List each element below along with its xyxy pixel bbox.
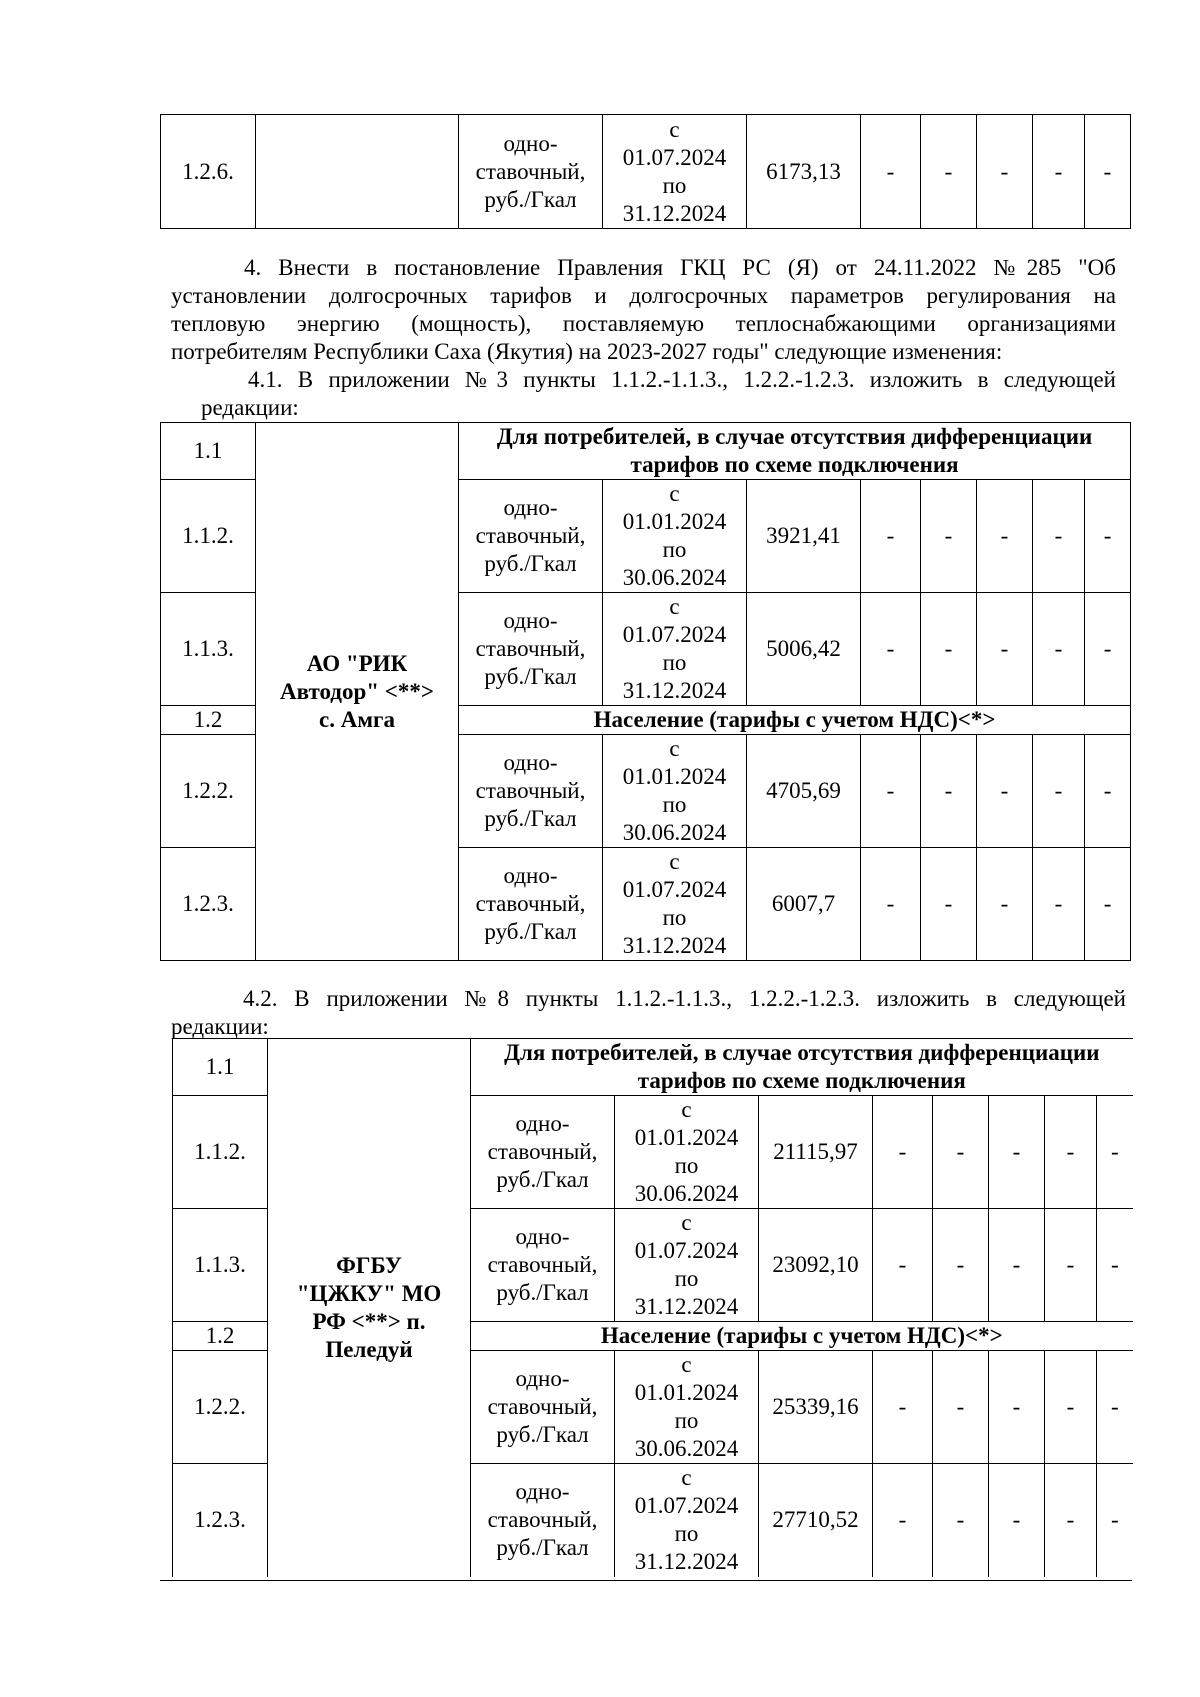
rate-type: одно- ставочный, руб./Гкал	[459, 593, 603, 706]
dash-cell: -	[873, 1351, 933, 1464]
dash-cell: -	[989, 1351, 1045, 1464]
group-title: Для потребителей, в случае отсутствия дифференциации тарифов по схеме подключения	[471, 1039, 1133, 1096]
dash-cell: -	[977, 480, 1033, 593]
rate-type: одно- ставочный, руб./Гкал	[471, 1351, 615, 1464]
group-title: Население (тарифы с учетом НДС)<*>	[459, 706, 1131, 735]
paragraph-4-1-line: редакции:	[201, 395, 299, 420]
dash-cell: -	[861, 593, 921, 706]
dash-cell: -	[933, 1464, 989, 1577]
tariff-table-peleduy	[172, 1038, 1133, 1577]
dash-cell: -	[1085, 735, 1131, 848]
rate-type: одно- ставочный, руб./Гкал	[471, 1209, 615, 1322]
dash-cell: -	[977, 593, 1033, 706]
dash-cell: -	[1097, 1209, 1133, 1322]
rate-type: одно- ставочный, руб./Гкал	[459, 735, 603, 848]
paragraph-4-2-line: 4.2. В приложении №8 пункты 1.1.2.-1.1.3., 1.2.2.-1.2.3. изложить в следующей	[243, 986, 1126, 1011]
dash-cell: -	[1045, 1351, 1097, 1464]
dash-cell: -	[1033, 480, 1085, 593]
period: с 01.07.2024 по 31.12.2024	[615, 1209, 759, 1322]
paragraph-4-2-line: редакции:	[171, 1014, 269, 1039]
dash-cell: -	[1033, 735, 1085, 848]
period: с 01.07.2024 по 31.12.2024	[615, 1464, 759, 1577]
dash-cell: -	[977, 848, 1033, 961]
tariff-value: 3921,41	[747, 480, 861, 593]
dash-cell: -	[1085, 480, 1131, 593]
period: с 01.07.2024 по 31.12.2024	[603, 593, 747, 706]
dash-cell: -	[873, 1096, 933, 1209]
dash-cell: -	[861, 848, 921, 961]
dash-cell: -	[1033, 593, 1085, 706]
paragraph-4-line: потребителям Республики Саха (Якутия) на 2023-2027 годы" следующие изменения:	[171, 339, 1003, 364]
dash-cell: -	[933, 1351, 989, 1464]
tariff-value: 27710,52	[759, 1464, 873, 1577]
paragraph-4-2	[171, 985, 1126, 1041]
row-code: 1.2.2.	[161, 735, 256, 848]
org-cell	[256, 115, 459, 229]
dash-cell: -	[921, 848, 977, 961]
group-code: 1.2	[173, 1322, 268, 1351]
period: с 01.07.2024 по 31.12.2024	[603, 848, 747, 961]
dash-cell: -	[1085, 848, 1131, 961]
dash-cell: -	[989, 1209, 1045, 1322]
paragraph-4-line: установлении долгосрочных тарифов и долгосрочных параметров регулирования на	[171, 283, 1116, 308]
dash-cell: -	[1097, 1351, 1133, 1464]
group-title: Для потребителей, в случае отсутствия дифференциации тарифов по схеме подключения	[459, 423, 1131, 480]
group-code: 1.1	[161, 423, 256, 480]
period: с 01.01.2024 по 30.06.2024	[603, 480, 747, 593]
row-code: 1.1.3.	[161, 593, 256, 706]
group-code: 1.2	[161, 706, 256, 735]
dash-cell: -	[921, 115, 977, 229]
paragraph-4-1	[171, 366, 1116, 422]
row-code: 1.2.3.	[161, 848, 256, 961]
rate-type: одно- ставочный, руб./Гкал	[459, 848, 603, 961]
table-bottom-rule	[160, 1580, 1132, 1581]
dash-cell: -	[933, 1209, 989, 1322]
dash-cell: -	[1097, 1096, 1133, 1209]
row-code: 1.2.6.	[161, 115, 256, 229]
dash-cell: -	[873, 1464, 933, 1577]
dash-cell: -	[1045, 1464, 1097, 1577]
dash-cell: -	[989, 1464, 1045, 1577]
tariff-value: 6173,13	[747, 115, 861, 229]
dash-cell: -	[1033, 848, 1085, 961]
group-title: Население (тарифы с учетом НДС)<*>	[471, 1322, 1133, 1351]
period: с 01.01.2024 по 30.06.2024	[615, 1351, 759, 1464]
dash-cell: -	[873, 1209, 933, 1322]
row-code: 1.1.2.	[173, 1096, 268, 1209]
dash-cell: -	[1045, 1209, 1097, 1322]
dash-cell: -	[861, 115, 921, 229]
dash-cell: -	[989, 1096, 1045, 1209]
tariff-value: 21115,97	[759, 1096, 873, 1209]
dash-cell: -	[921, 593, 977, 706]
period: с 01.01.2024 по 30.06.2024	[603, 735, 747, 848]
dash-cell: -	[1097, 1464, 1133, 1577]
row-code: 1.2.3.	[173, 1464, 268, 1577]
dash-cell: -	[1085, 115, 1131, 229]
tariff-value: 4705,69	[747, 735, 861, 848]
tariff-value: 23092,10	[759, 1209, 873, 1322]
dash-cell: -	[921, 735, 977, 848]
dash-cell: -	[977, 735, 1033, 848]
dash-cell: -	[977, 115, 1033, 229]
row-code: 1.2.2.	[173, 1351, 268, 1464]
tariff-value: 6007,7	[747, 848, 861, 961]
dash-cell: -	[861, 480, 921, 593]
paragraph-4-line: 4. Внести в постановление Правления ГКЦ РС (Я) от 24.11.2022 №285 "Об	[244, 255, 1116, 280]
paragraph-4-1-line: 4.1. В приложении №3 пункты 1.1.2.-1.1.3., 1.2.2.-1.2.3. изложить в следующей	[248, 367, 1116, 392]
dash-cell: -	[1085, 593, 1131, 706]
paragraph-4	[171, 254, 1116, 366]
rate-type: одно- ставочный, руб./Гкал	[471, 1464, 615, 1577]
tariff-value: 25339,16	[759, 1351, 873, 1464]
group-code: 1.1	[173, 1039, 268, 1096]
rate-type: одно- ставочный, руб./Гкал	[459, 115, 603, 229]
paragraph-4-line: тепловую энергию (мощность), поставляемую теплоснабжающими организациями	[171, 311, 1116, 336]
tariff-value: 5006,42	[747, 593, 861, 706]
org-name: ФГБУ "ЦЖКУ" МО РФ <**> п. Пеледуй	[268, 1039, 471, 1577]
dash-cell: -	[933, 1096, 989, 1209]
dash-cell: -	[861, 735, 921, 848]
period: с 01.01.2024 по 30.06.2024	[615, 1096, 759, 1209]
rate-type: одно- ставочный, руб./Гкал	[471, 1096, 615, 1209]
tariff-table-amga	[160, 422, 1131, 961]
row-code: 1.1.2.	[161, 480, 256, 593]
top-table	[160, 114, 1131, 229]
row-code: 1.1.3.	[173, 1209, 268, 1322]
dash-cell: -	[1045, 1096, 1097, 1209]
dash-cell: -	[1033, 115, 1085, 229]
dash-cell: -	[921, 480, 977, 593]
period: с 01.07.2024 по 31.12.2024	[603, 115, 747, 229]
org-name: АО "РИК Автодор" <**> с. Амга	[256, 423, 459, 961]
rate-type: одно- ставочный, руб./Гкал	[459, 480, 603, 593]
